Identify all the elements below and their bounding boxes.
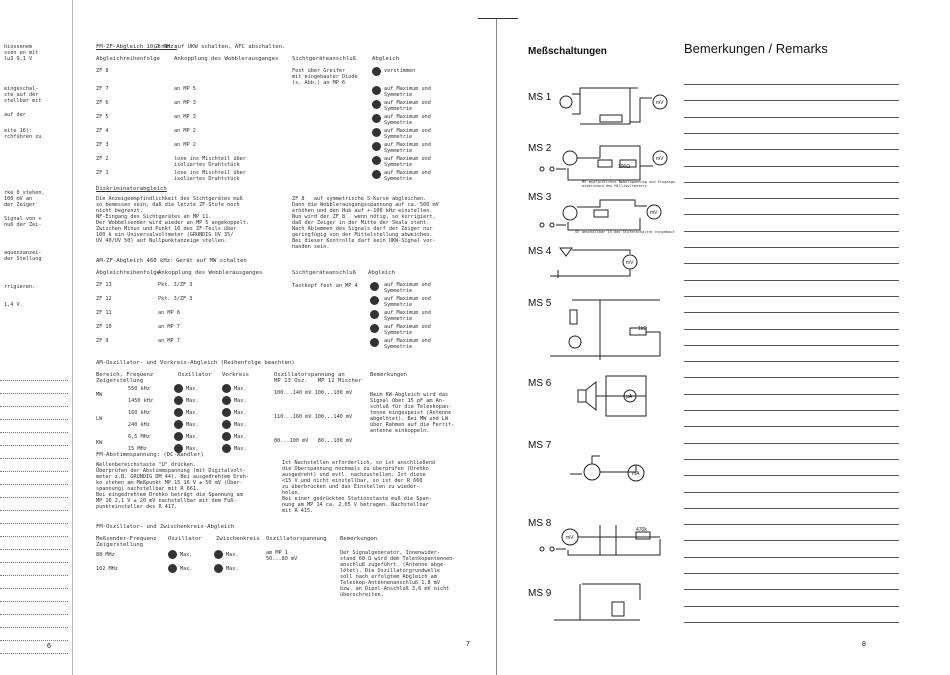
- remark-line: [684, 198, 899, 199]
- fm-zf-row-ankopplung: an MP 2: [174, 128, 196, 134]
- fm-osz-header: Meßsender-Frequenz Zeigerstellung: [96, 536, 157, 548]
- fm-zf-title-rest: Gerät auf UKW schalten, AFC abschalten.: [154, 44, 286, 50]
- remark-line: [684, 475, 899, 476]
- am-osz-max: Max.: [186, 422, 199, 428]
- fm-zf-row-abgleich: auf Maximum und Symmetrie: [384, 100, 431, 112]
- adjust-symbol: [222, 444, 231, 453]
- fm-zf-row-abgleich: auf Maximum und Symmetrie: [384, 156, 431, 168]
- top-mark: [478, 18, 518, 19]
- adjust-symbol: [174, 396, 183, 405]
- ms2-circuit: [540, 146, 667, 180]
- remark-line: [684, 263, 899, 264]
- am-osz-max: Max.: [186, 434, 199, 440]
- fm-zf-row-abgleich: auf Maximum und Symmetrie: [384, 170, 431, 182]
- fm-zf-header: Abgleichreihenfolge: [96, 56, 160, 62]
- fm-zf-row-stage: ZF 4: [96, 128, 109, 134]
- am-osz-voltage: 100...140 mV 100...100 mV: [274, 390, 353, 396]
- remark-line: [684, 166, 899, 167]
- fm-osz-header: Bemerkungen: [340, 536, 378, 542]
- am-zf-header: Abgleich: [368, 270, 395, 276]
- fm-abstimm-left: Wellenbereichstaste "U" drücken. Überprüfen der Abstimmspannung (mit Digitalvolt- meter z.B. GRUNDIG DM 44). Bei ausgedrehtem Dreh- ko stehen am Meßpunkt MP 15 16 V ± 50 mV (Über- spannung) nachstellbar mit R 661. Bei eingedrehtem Drehko beträgt die Spannung am MP 16 2,1 V ± 20 mV nachstellbar mit dem Fuß- punkteinsteller des R 417.: [96, 462, 250, 510]
- am-zf-header: Ankopplung des Wobblerausganges: [158, 270, 263, 276]
- remark-line: [684, 524, 899, 525]
- remark-line: [684, 84, 899, 85]
- strip-text-line: eite 16):: [4, 128, 33, 134]
- fm-zf-row-stage: ZF 1: [96, 170, 109, 176]
- am-osz-freq: 1450 kHz: [128, 398, 153, 404]
- adjust-symbol: [370, 324, 379, 333]
- remark-line: [684, 182, 899, 183]
- fm-osz-voltage: am MP 1 50...80 mV: [266, 550, 298, 562]
- ms6-meter-label: µA: [626, 394, 633, 400]
- am-zf-header: Sichtgeräteanschluß: [292, 270, 356, 276]
- remarks-title: Bemerkungen / Remarks: [684, 41, 828, 56]
- am-osz-max: Max.: [186, 410, 199, 416]
- remark-line: [684, 100, 899, 101]
- strip-rule: [0, 471, 68, 472]
- fm-zf-row-anschluss: Fest über Greifer mit eingebauter Diode (s. Abb.) an MP 6: [292, 68, 358, 86]
- adjust-symbol: [222, 384, 231, 393]
- adjust-symbol: [370, 282, 379, 291]
- am-zf-row-abgleich: auf Maximum und Symmetrie: [384, 296, 431, 308]
- am-zf-row-abgleich: auf Maximum und Symmetrie: [384, 324, 431, 336]
- diskriminator-title: Diskriminatorabgleich: [96, 186, 167, 192]
- am-zf-row-ankopplung: Pkt. 3/ZF 3: [158, 296, 193, 302]
- fm-zf-row-ankopplung: lose ins Mischteil über isoliertes Drahtstück: [174, 156, 246, 168]
- ms9-circuit: [554, 584, 640, 620]
- ms-label: MS 5: [528, 298, 552, 309]
- fm-abstimm-title: FM-Abstimmspannung: (DC-Wandler): [96, 452, 204, 458]
- fm-zf-row-ankopplung: an MP 3: [174, 114, 196, 120]
- adjust-symbol: [222, 408, 231, 417]
- fm-zf-row-abgleich: auf Maximum und Symmetrie: [384, 142, 431, 154]
- am-zf-header: Abgleichreihenfolge: [96, 270, 160, 276]
- adjust-symbol: [222, 396, 231, 405]
- am-zf-row-stage: ZF 10: [96, 324, 112, 330]
- strip-rule: [0, 497, 68, 498]
- remark-line: [684, 443, 899, 444]
- am-osz-max: Max.: [234, 422, 247, 428]
- strip-text-line: eingeschal-: [4, 86, 39, 92]
- remark-line: [684, 345, 899, 346]
- ms1-circuit: [560, 88, 667, 124]
- fm-zf-row-abgleich: verstimmen: [384, 68, 416, 74]
- am-osz-header: Bereich, Frequenz Zeigerstellung: [96, 372, 154, 384]
- fm-zf-row-stage: ZF 5: [96, 114, 109, 120]
- am-osz-max: Max.: [186, 386, 199, 392]
- am-osz-max: Max.: [234, 434, 247, 440]
- am-zf-row-abgleich: auf Maximum und Symmetrie: [384, 338, 431, 350]
- am-zf-row-ankopplung: an MP 7: [158, 324, 180, 330]
- strip-rule: [0, 653, 68, 654]
- adjust-symbol: [168, 550, 177, 559]
- ms2-resistor-label: 100Ω: [618, 164, 631, 170]
- fm-osz-freq: 88 MHz: [96, 552, 115, 558]
- strip-text-line: auf der: [4, 112, 26, 118]
- ms7-circuit: [570, 456, 644, 481]
- am-osz-header: Oszillator: [178, 372, 212, 378]
- fold-line-left: [72, 0, 73, 675]
- remark-line: [684, 247, 899, 248]
- strip-text-line: rke 0 stehen,: [4, 190, 45, 196]
- ms4-meter-label: mV: [626, 260, 634, 266]
- ms-label: MS 2: [528, 143, 552, 154]
- remark-line: [684, 557, 899, 558]
- strip-text-line: rrigieren.: [4, 284, 36, 290]
- strip-rule: [0, 380, 68, 381]
- strip-text-line: 1,4 V.: [4, 302, 23, 308]
- adjust-symbol: [174, 420, 183, 429]
- strip-rule: [0, 484, 68, 485]
- ms-label: MS 6: [528, 378, 552, 389]
- am-osz-max: Max.: [234, 398, 247, 404]
- am-zf-row-stage: ZF 11: [96, 310, 112, 316]
- diskriminator-right-text: ZF 8 auf symmetrische S-Kurve abgleichen. Dann die Wobblerausgangsspannung auf ca. 500 mV erhöhen und den Hub auf +-100 kHz einstellen. Nun wird der ZF 8 wenn nötig, so korrigiert, daß der Zeiger in der Mitte der Skala steht. Nach Ablemmen des Signals darf der Zeiger nur geringfügig von der Mittelstellung abweichen. Bei dieser Kontrolle darf kein UKW-Signal vor- handen sein.: [292, 196, 439, 250]
- am-osz-header: Bemerkungen: [370, 372, 408, 378]
- page-number-right: 8: [862, 641, 866, 648]
- ms-label: MS 8: [528, 518, 552, 529]
- fm-osz-header: Zwischenkreis: [216, 536, 260, 542]
- strip-rule: [0, 627, 68, 628]
- fm-zf-row-stage: ZF 6: [96, 100, 109, 106]
- ms5-resistor-label: 1kΩ: [638, 326, 648, 332]
- remark-line: [684, 361, 899, 362]
- adjust-symbol: [214, 564, 223, 573]
- ms8-meter-label: mV: [566, 535, 574, 541]
- adjust-symbol: [372, 128, 381, 137]
- strip-rule: [0, 458, 68, 459]
- fm-zf-row-abgleich: auf Maximum und Symmetrie: [384, 128, 431, 140]
- fm-zf-row-abgleich: auf Maximum und Symmetrie: [384, 86, 431, 98]
- fm-abstimm-right: Ist Nachstellen erforderlich, so ist anschließend die Oberspannung nochmals zu überprüfen (Drehko ausgedreht) und evtl. nachzustellen. Ist diese <15 V und nicht einstellbar, so ist der R 660 zu überbrücken und das Einstellen zu wieder- holen. Bei einer gedrückten Stationstaste muß die Span- nung am MP 14 ca. 2,05 V betragen. Nachstellbar mit R 415.: [282, 460, 436, 514]
- remark-line: [684, 117, 899, 118]
- ms-label: MS 1: [528, 92, 552, 103]
- remark-line: [684, 573, 899, 574]
- fm-osz-max: Max.: [180, 552, 193, 558]
- strip-rule: [0, 445, 68, 446]
- fm-zf-row-stage: ZF 2: [96, 156, 109, 162]
- adjust-symbol: [372, 156, 381, 165]
- strip-text-line: aquenzanzei-: [4, 250, 42, 256]
- remark-line: [684, 296, 899, 297]
- fold-line-center: [496, 18, 497, 675]
- am-osz-freq: 240 kHz: [128, 422, 150, 428]
- ms3-meter-label: mV: [650, 210, 658, 216]
- adjust-symbol: [370, 296, 379, 305]
- strip-text-line: nuß der Zei-: [4, 222, 42, 228]
- fm-osz-freq: 102 MHz: [96, 566, 118, 572]
- ms-label: MS 7: [528, 440, 552, 451]
- am-osz-max: Max.: [234, 386, 247, 392]
- fm-zf-row-ankopplung: an MP 5: [174, 86, 196, 92]
- strip-rule: [0, 562, 68, 563]
- adjust-symbol: [372, 67, 381, 76]
- am-zf-row-ankopplung: an MP 7: [158, 338, 180, 344]
- ms-label: MS 9: [528, 588, 552, 599]
- strip-rule: [0, 549, 68, 550]
- strip-rule: [0, 393, 68, 394]
- strip-text-line: der Stellung: [4, 256, 42, 262]
- remark-line: [684, 410, 899, 411]
- ms-label: MS 4: [528, 246, 552, 257]
- remark-line: [684, 540, 899, 541]
- remark-line: [684, 394, 899, 395]
- fm-osz-header: Oszillatorspannung: [266, 536, 327, 542]
- remark-line: [684, 508, 899, 509]
- am-osz-band: KW: [96, 440, 103, 446]
- am-osz-max: Max.: [186, 398, 199, 404]
- am-osz-freq: 15 MHz: [128, 446, 147, 452]
- adjust-symbol: [174, 432, 183, 441]
- strip-rule: [0, 588, 68, 589]
- am-zf-row-stage: ZF 13: [96, 282, 112, 288]
- fm-osz-max: Max.: [226, 566, 239, 572]
- strip-text-line: 100 mV an: [4, 196, 33, 202]
- am-osz-voltage: 110...160 mV 100...140 mV: [274, 414, 353, 420]
- strip-text-line: hiossenem: [4, 44, 33, 50]
- fm-zf-row-ankopplung: lose ins Mischteil über isoliertes Drahtstück: [174, 170, 246, 182]
- fm-zf-row-stage: ZF 7: [96, 86, 109, 92]
- am-osz-title: AM-Oszillator- und Vorkreis-Abgleich (Reihenfolge beachten): [96, 360, 295, 366]
- strip-rule: [0, 575, 68, 576]
- remark-line: [684, 377, 899, 378]
- fm-osz-header: Oszillator: [168, 536, 202, 542]
- adjust-symbol: [174, 408, 183, 417]
- ms3-note: GV umschaltbar in das Stufenschalter eingebaut: [575, 230, 675, 234]
- fm-osz-title: FM-Oszillator- und Zwischenkreis-Abgleich: [96, 524, 235, 530]
- am-osz-freq: 6,5 MHz: [128, 434, 150, 440]
- fm-zf-header: Abgleich: [372, 56, 399, 62]
- am-osz-header: Oszillatorspannung an MP 13 Osz. MP 12 Mischer: [274, 372, 362, 384]
- am-osz-max: Max.: [186, 446, 199, 452]
- fm-zf-title: FM-ZF-Abgleich 10,7 MHz:: [96, 44, 177, 50]
- page-number-strip: 6: [47, 643, 51, 650]
- adjust-symbol: [372, 100, 381, 109]
- ms1-meter-label: mV: [656, 100, 664, 106]
- strip-text-line: ste auf der: [4, 92, 39, 98]
- strip-text-line: der Zeiger: [4, 202, 36, 208]
- ms8-resistor-label: 470k: [636, 527, 647, 533]
- fm-zf-row-stage: ZF 3: [96, 142, 109, 148]
- strip-rule: [0, 432, 68, 433]
- remark-line: [684, 589, 899, 590]
- fm-osz-bemerkung: Der Signalgenerator, Innenwider- stand 60 Ω wird dem Teleskopantennen- anschluß zugeführt. (Antenne abge- lötet). Die Oszillatorgrundwelle soll nach erfolgtem Abgleich am Teleskop-Antennenanschluß 1,8 mV bzw. an Dipol-Anschluß 3,6 mV nicht überschreiten.: [340, 550, 456, 598]
- am-osz-max: Max.: [234, 410, 247, 416]
- strip-text-line: Signal von +: [4, 216, 42, 222]
- remark-line: [684, 214, 899, 215]
- fm-zf-header: Sichtgeräteanschluß: [292, 56, 356, 62]
- ms2-meter-label: mV: [656, 156, 664, 162]
- am-osz-header: Vorkreis: [222, 372, 249, 378]
- fm-zf-row-ankopplung: an MP 3: [174, 100, 196, 106]
- fm-osz-max: Max.: [180, 566, 193, 572]
- adjust-symbol: [214, 550, 223, 559]
- fm-osz-max: Max.: [226, 552, 239, 558]
- strip-text-line: stellbar mit: [4, 98, 42, 104]
- strip-rule: [0, 510, 68, 511]
- remark-line: [684, 231, 899, 232]
- am-osz-bemerkung: Beim KW-Abgleich wird das Signal über 15 pF am An- schluß für die Teleskopan- tenne eingespeist (Antenne abgelötet). Bei MW und LW über Rahmen auf die Ferrit- antenne einkoppeln.: [370, 392, 455, 434]
- adjust-symbol: [174, 384, 183, 393]
- adjust-symbol: [222, 432, 231, 441]
- strip-rule: [0, 601, 68, 602]
- adjust-symbol: [372, 142, 381, 151]
- ms-label: MS 3: [528, 192, 552, 203]
- am-zf-row-ankopplung: Pkt. 3/ZF 3: [158, 282, 193, 288]
- remark-line: [684, 492, 899, 493]
- fm-zf-row-abgleich: auf Maximum und Symmetrie: [384, 114, 431, 126]
- am-zf-anschluss: Tastkopf fest an MP 4: [292, 283, 358, 289]
- am-osz-freq: 550 kHz: [128, 386, 150, 392]
- fm-zf-header: Ankopplung des Wobblerausganges: [174, 56, 279, 62]
- am-osz-voltage: 80...100 mV 80...100 mV: [274, 438, 353, 444]
- remark-line: [684, 133, 899, 134]
- fm-zf-row-stage: ZF 8: [96, 68, 109, 74]
- strip-rule: [0, 523, 68, 524]
- am-osz-max: Max.: [234, 446, 247, 452]
- strip-rule: [0, 406, 68, 407]
- strip-text-line: rchführen zu: [4, 134, 42, 140]
- am-zf-title: AM-ZF-Abgleich 460 kHz:: [96, 258, 174, 264]
- strip-text-line: lu3 9,1 V: [4, 56, 33, 62]
- am-zf-row-ankopplung: an MP 8: [158, 310, 180, 316]
- adjust-symbol: [372, 170, 381, 179]
- remark-line: [684, 280, 899, 281]
- diskriminator-left-text: Die Anzeigeempfindlichkeit des Sichtgerätes muß so bemessen sein, daß die letzte ZF-Stufe noch nicht begrenzt. NF-Eingang des Sichtgerätes an MP 11. Der Wobbelsender wird wieder an MP 5 angekoppelt. Zwischen Minus und Punkt 16 des ZF-Teils über 100 k ein Universalvoltmeter (GRUNDIG UV 35/ UV 40/UV 50) auf Nullpunktanzeige stellen.: [96, 196, 250, 244]
- remark-line: [684, 426, 899, 427]
- remark-line: [684, 149, 899, 150]
- remark-line: [684, 312, 899, 313]
- strip-rule: [0, 614, 68, 615]
- ms7-meter-label: mA: [632, 471, 640, 477]
- am-osz-band: LW: [96, 416, 103, 422]
- am-zf-row-stage: ZF 9: [96, 338, 109, 344]
- strip-rule: [0, 419, 68, 420]
- strip-text-line: ssen en mit: [4, 50, 39, 56]
- ms6-circuit: [578, 376, 646, 416]
- remark-line: [684, 606, 899, 607]
- ms2-note: MV empfindliches Nebelspannung und Eingangs- widerstand des Millivoltmeters: [582, 180, 678, 188]
- am-zf-row-abgleich: auf Maximum und Symmetrie: [384, 310, 431, 322]
- am-osz-freq: 160 kHz: [128, 410, 150, 416]
- am-osz-band: MW: [96, 392, 103, 398]
- page-number-left: 7: [466, 641, 470, 648]
- am-zf-row-abgleich: auf Maximum und Symmetrie: [384, 282, 431, 294]
- adjust-symbol: [372, 114, 381, 123]
- remark-line: [684, 459, 899, 460]
- adjust-symbol: [222, 420, 231, 429]
- remark-line: [684, 622, 899, 623]
- am-zf-title-rest: Gerät auf MW schalten: [176, 258, 247, 264]
- fm-zf-row-ankopplung: an MP 2: [174, 142, 196, 148]
- adjust-symbol: [370, 338, 379, 347]
- strip-rule: [0, 536, 68, 537]
- ms4-circuit: [550, 248, 637, 278]
- adjust-symbol: [168, 564, 177, 573]
- ms-title: Meßschaltungen: [528, 46, 607, 57]
- ms3-circuit: [540, 200, 661, 230]
- adjust-symbol: [370, 310, 379, 319]
- am-zf-row-stage: ZF 12: [96, 296, 112, 302]
- adjust-symbol: [372, 86, 381, 95]
- strip-rule: [0, 640, 68, 641]
- remark-line: [684, 329, 899, 330]
